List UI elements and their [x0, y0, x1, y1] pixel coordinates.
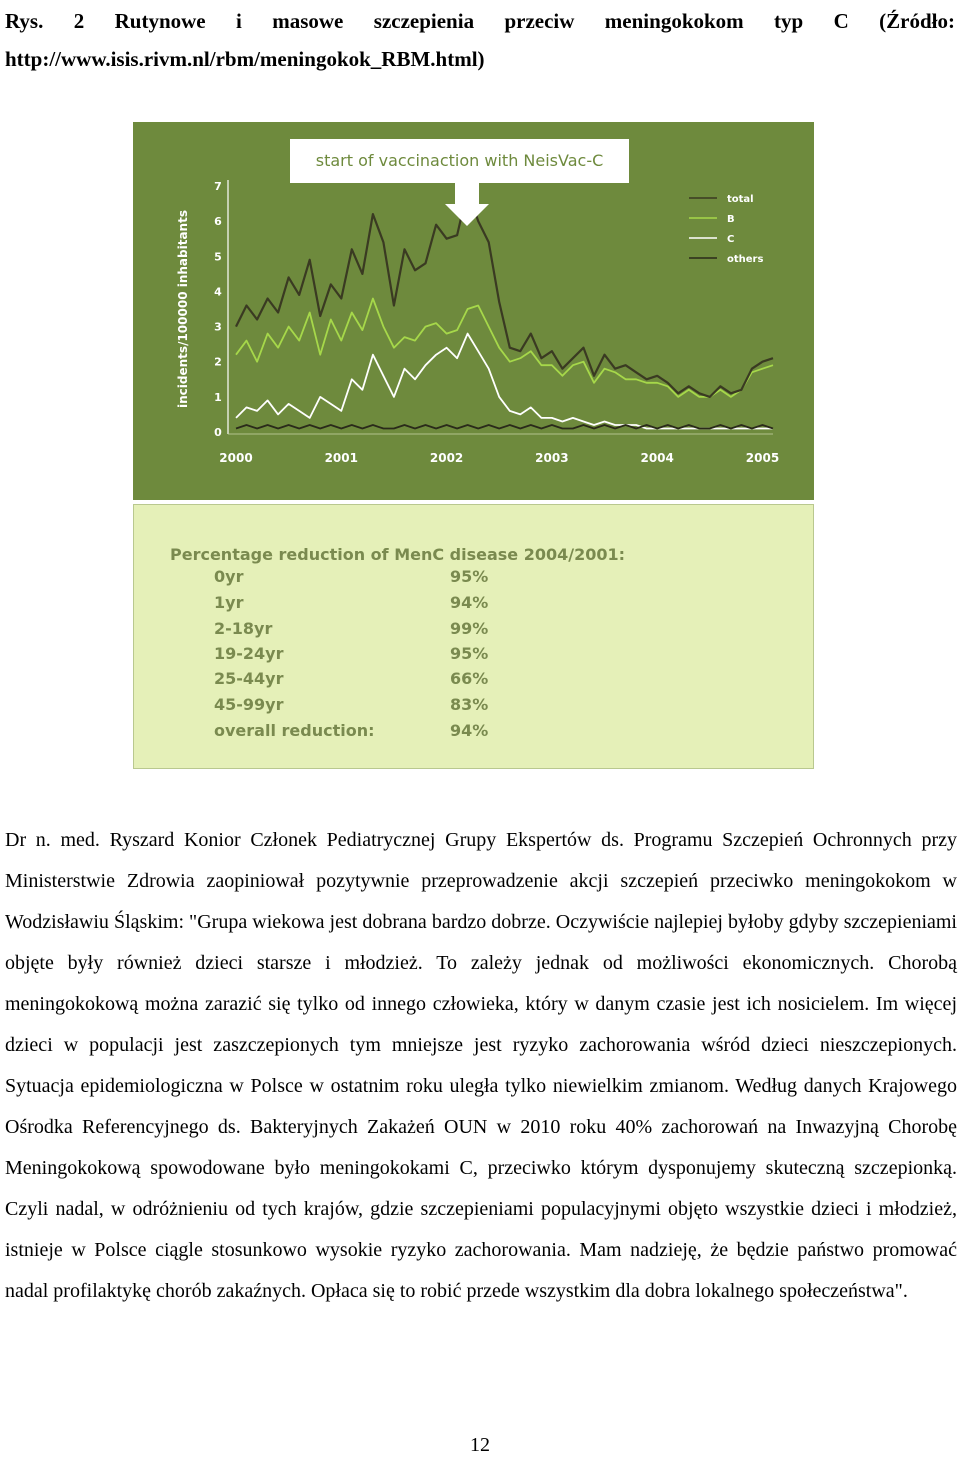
page-number: 12	[470, 1434, 490, 1456]
y-tick-label: 3	[214, 320, 222, 334]
stats-row	[214, 567, 534, 591]
caption-line-2: http://www.isis.rivm.nl/rbm/meningokok_RBM.html)	[5, 47, 485, 71]
figure-caption	[5, 2, 955, 78]
reduction-stats-panel	[133, 504, 814, 769]
series-line-C	[236, 334, 773, 429]
body-paragraph: Dr n. med. Ryszard Konior Członek Pediatrycznej Grupy Ekspertów ds. Programu Szczepień Ochronnych przy Ministerstwie Zdrowia zaopiniował pozytywnie przeprowadzenie akcji szczepień przeciwko meningokokom w Wodzisławiu Śląskim: "Grupa wiekowa jest dobrana bardzo dobrze. Oczywiście najlepiej byłoby gdyby szczepieniami objęte były również dzieci starsze i młodzież. To zależy jednak od możliwości ekonomicznych. Chorobą meningokokową można zarazić się tylko od innego człowieka, który w danym czasie jest ich nosicielem. Im więcej dzieci w populacji jest zaszczepionych tym mniejsze jest ryzyko zachorowania wśród dzieci nieszczepionych. Sytuacja epidemiologiczna w Polsce w ostatnim roku uległa tylko niewielkim zmianom. Według danych Krajowego Ośrodka Referencyjnego ds. Bakteryjnych Zakażeń OUN w 2010 roku 40% zachorowań na Inwazyjną Chorobę Meningokokową spowodowane było meningokokami C, przeciwko którym dysponujemy skuteczną szczepionką. Czyli nadal, w odróżnieniu od tych krajów, gdzie szczepieniami populacyjnymi objęto wszystkie dzieci i młodzież, istnieje w Polsce ciągle stosunkowo wysokie ryzyko zachorowania. Mam nadzieję, że będzie państwo promować nadal profilaktykę chorób zakaźnych. Opłaca się to robić przede wszystkim dla dobra lokalnego społeczeństwa".	[5, 829, 957, 1302]
stats-age: overall reduction:	[214, 721, 375, 740]
x-tick-label: 2005	[745, 451, 780, 465]
y-tick-label: 4	[214, 285, 222, 299]
x-tick-label: 2002	[429, 451, 464, 465]
x-tick-label: 2001	[324, 451, 358, 465]
y-tick-label: 7	[214, 180, 222, 193]
vaccination-start-banner	[290, 139, 629, 183]
stats-percent: 94%	[450, 593, 489, 612]
legend-label-C: C	[727, 234, 735, 245]
stats-age: 2-18yr	[214, 619, 273, 638]
x-tick-label: 2000	[219, 451, 253, 465]
stats-age: 19-24yr	[214, 644, 284, 663]
y-tick-label: 2	[214, 355, 222, 369]
stats-percent: 83%	[450, 695, 489, 714]
stats-age: 25-44yr	[214, 669, 284, 688]
figure	[133, 122, 814, 769]
stats-percent: 95%	[450, 567, 489, 586]
y-tick-label: 1	[214, 390, 222, 404]
stats-row	[214, 593, 534, 617]
stats-percent: 95%	[450, 644, 489, 663]
y-axis-label: incidents/100000 inhabitants	[176, 210, 190, 408]
stats-age: 0yr	[214, 567, 244, 586]
chart-panel	[133, 122, 814, 500]
caption-line-1: Rys. 2 Rutynowe i masowe szczepienia przeciw meningokokom typ C (Źródło:	[5, 9, 955, 33]
legend-label-others: others	[727, 254, 764, 265]
y-tick-label: 0	[214, 426, 222, 439]
stats-percent: 99%	[450, 619, 489, 638]
stats-row	[214, 721, 534, 745]
stats-row	[214, 644, 534, 668]
stats-percent: 66%	[450, 669, 489, 688]
stats-percent: 94%	[450, 721, 489, 740]
y-tick-label: 5	[214, 250, 222, 264]
x-tick-label: 2003	[535, 451, 569, 465]
stats-age: 45-99yr	[214, 695, 284, 714]
x-tick-label: 2004	[640, 451, 674, 465]
stats-title: Percentage reduction of MenC disease 2004/2001:	[170, 545, 626, 564]
y-tick-label: 6	[214, 215, 222, 229]
banner-arrow	[445, 183, 489, 226]
series-line-total	[236, 190, 773, 397]
stats-row	[214, 619, 534, 643]
legend-label-total: total	[727, 194, 754, 205]
legend-label-B: B	[727, 214, 735, 225]
stats-row	[214, 695, 534, 719]
stats-row	[214, 669, 534, 693]
series-line-B	[236, 299, 773, 397]
banner-text: start of vaccinaction with NeisVac-C	[315, 151, 604, 170]
stats-age: 1yr	[214, 593, 244, 612]
